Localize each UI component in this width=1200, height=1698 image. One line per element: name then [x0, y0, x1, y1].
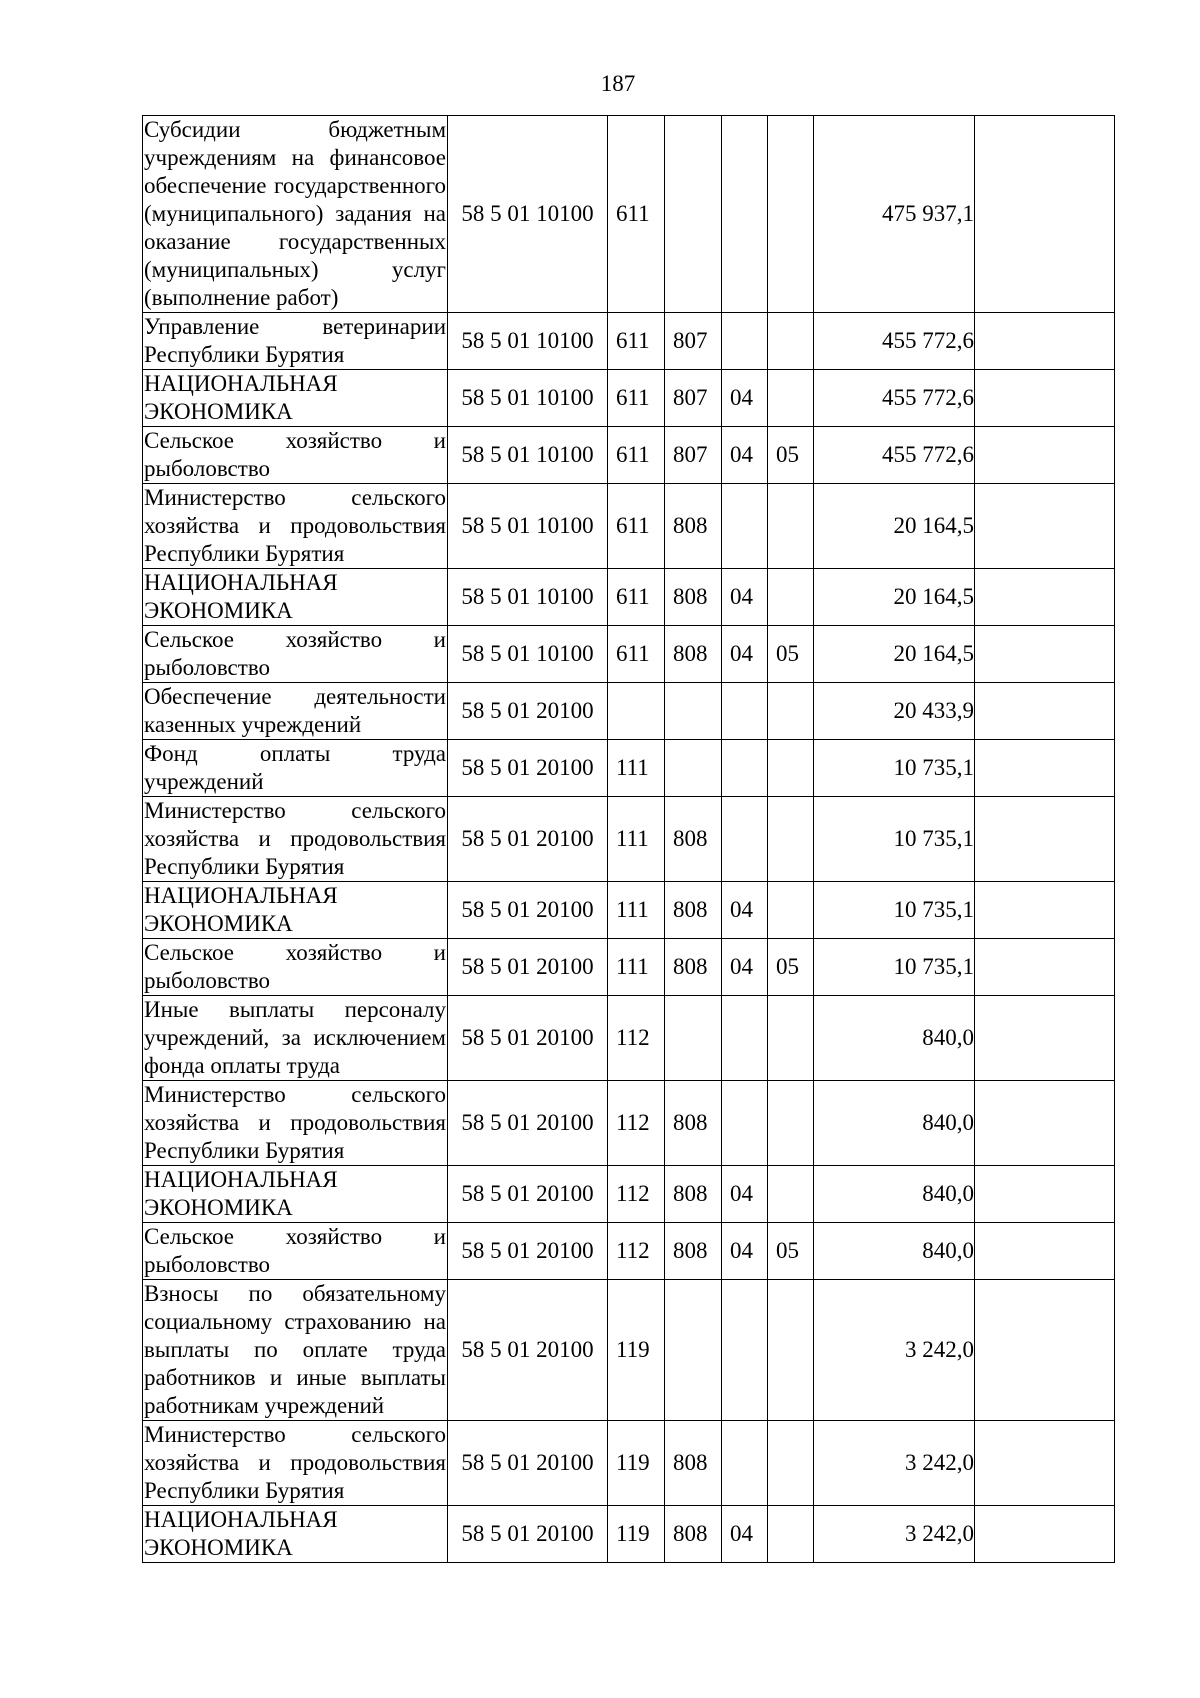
- extra-amount-cell: [975, 1506, 1115, 1563]
- target-article-cell: 58 5 01 20100: [448, 996, 608, 1081]
- department-cell: 807: [665, 313, 722, 370]
- table-row: [143, 370, 1115, 427]
- subsection-cell: 05: [768, 626, 814, 683]
- amount-cell: 3 242,0: [814, 1421, 975, 1506]
- section-cell: 04: [722, 569, 768, 626]
- expense-type-cell: 119: [608, 1506, 665, 1563]
- department-cell: 808: [665, 626, 722, 683]
- department-cell: 808: [665, 1506, 722, 1563]
- amount-cell: 10 735,1: [814, 740, 975, 797]
- extra-amount-cell: [975, 797, 1115, 882]
- row-name-cell: НАЦИОНАЛЬНАЯ ЭКОНОМИКА: [143, 882, 448, 939]
- row-name-cell: Иные выплаты персоналу учреждений, за исключением фонда оплаты труда: [143, 996, 448, 1081]
- table-row: [143, 484, 1115, 569]
- department-cell: 808: [665, 569, 722, 626]
- amount-cell: 20 433,9: [814, 683, 975, 740]
- section-cell: [722, 683, 768, 740]
- target-article-cell: 58 5 01 10100: [448, 626, 608, 683]
- subsection-cell: 05: [768, 939, 814, 996]
- department-cell: [665, 683, 722, 740]
- extra-amount-cell: [975, 484, 1115, 569]
- amount-cell: 20 164,5: [814, 569, 975, 626]
- amount-cell: 20 164,5: [814, 626, 975, 683]
- target-article-cell: 58 5 01 20100: [448, 1280, 608, 1421]
- extra-amount-cell: [975, 882, 1115, 939]
- table-row: [143, 1421, 1115, 1506]
- expense-type-cell: 111: [608, 939, 665, 996]
- row-name-cell: Сельское хозяйство и рыболовство: [143, 1223, 448, 1280]
- table-row: [143, 626, 1115, 683]
- subsection-cell: [768, 1166, 814, 1223]
- department-cell: 807: [665, 370, 722, 427]
- row-name-cell: Министерство сельского хозяйства и продовольствия Республики Бурятия: [143, 1081, 448, 1166]
- section-cell: [722, 740, 768, 797]
- section-cell: 04: [722, 939, 768, 996]
- section-cell: [722, 484, 768, 569]
- row-name-cell: Управление ветеринарии Республики Бурятия: [143, 313, 448, 370]
- subsection-cell: 05: [768, 427, 814, 484]
- amount-cell: 10 735,1: [814, 797, 975, 882]
- department-cell: 808: [665, 484, 722, 569]
- section-cell: 04: [722, 1166, 768, 1223]
- subsection-cell: 05: [768, 1223, 814, 1280]
- subsection-cell: [768, 683, 814, 740]
- section-cell: [722, 116, 768, 313]
- extra-amount-cell: [975, 683, 1115, 740]
- department-cell: 808: [665, 797, 722, 882]
- amount-cell: 455 772,6: [814, 427, 975, 484]
- target-article-cell: 58 5 01 20100: [448, 1421, 608, 1506]
- department-cell: [665, 116, 722, 313]
- expense-type-cell: 112: [608, 1081, 665, 1166]
- target-article-cell: 58 5 01 10100: [448, 569, 608, 626]
- row-name-cell: Сельское хозяйство и рыболовство: [143, 427, 448, 484]
- amount-cell: 475 937,1: [814, 116, 975, 313]
- target-article-cell: 58 5 01 20100: [448, 939, 608, 996]
- section-cell: 04: [722, 1506, 768, 1563]
- amount-cell: 455 772,6: [814, 313, 975, 370]
- subsection-cell: [768, 484, 814, 569]
- extra-amount-cell: [975, 626, 1115, 683]
- target-article-cell: 58 5 01 20100: [448, 1506, 608, 1563]
- extra-amount-cell: [975, 939, 1115, 996]
- section-cell: 04: [722, 370, 768, 427]
- table-row: [143, 996, 1115, 1081]
- subsection-cell: [768, 313, 814, 370]
- subsection-cell: [768, 370, 814, 427]
- table-row: [143, 1166, 1115, 1223]
- department-cell: 808: [665, 1223, 722, 1280]
- department-cell: [665, 1280, 722, 1421]
- extra-amount-cell: [975, 313, 1115, 370]
- target-article-cell: 58 5 01 10100: [448, 313, 608, 370]
- budget-table-body: [143, 116, 1115, 1563]
- expense-type-cell: 112: [608, 1166, 665, 1223]
- target-article-cell: 58 5 01 20100: [448, 1081, 608, 1166]
- expense-type-cell: 611: [608, 313, 665, 370]
- extra-amount-cell: [975, 370, 1115, 427]
- row-name-cell: Фонд оплаты труда учреждений: [143, 740, 448, 797]
- subsection-cell: [768, 1081, 814, 1166]
- subsection-cell: [768, 882, 814, 939]
- row-name-cell: Сельское хозяйство и рыболовство: [143, 626, 448, 683]
- expense-type-cell: 112: [608, 996, 665, 1081]
- section-cell: 04: [722, 882, 768, 939]
- department-cell: 807: [665, 427, 722, 484]
- department-cell: [665, 740, 722, 797]
- row-name-cell: Взносы по обязательному социальному страхованию на выплаты по оплате труда работников и иные выплаты работникам учреждений: [143, 1280, 448, 1421]
- department-cell: 808: [665, 1081, 722, 1166]
- row-name-cell: НАЦИОНАЛЬНАЯ ЭКОНОМИКА: [143, 569, 448, 626]
- department-cell: 808: [665, 1421, 722, 1506]
- row-name-cell: Министерство сельского хозяйства и продовольствия Республики Бурятия: [143, 797, 448, 882]
- department-cell: 808: [665, 882, 722, 939]
- table-row: [143, 569, 1115, 626]
- extra-amount-cell: [975, 740, 1115, 797]
- amount-cell: 455 772,6: [814, 370, 975, 427]
- target-article-cell: 58 5 01 20100: [448, 797, 608, 882]
- amount-cell: 3 242,0: [814, 1506, 975, 1563]
- row-name-cell: НАЦИОНАЛЬНАЯ ЭКОНОМИКА: [143, 370, 448, 427]
- table-row: [143, 116, 1115, 313]
- amount-cell: 840,0: [814, 1223, 975, 1280]
- amount-cell: 840,0: [814, 1166, 975, 1223]
- department-cell: 808: [665, 939, 722, 996]
- section-cell: 04: [722, 1223, 768, 1280]
- expense-type-cell: 611: [608, 370, 665, 427]
- table-row: [143, 427, 1115, 484]
- extra-amount-cell: [975, 569, 1115, 626]
- section-cell: 04: [722, 427, 768, 484]
- subsection-cell: [768, 740, 814, 797]
- table-row: [143, 740, 1115, 797]
- amount-cell: 3 242,0: [814, 1280, 975, 1421]
- section-cell: [722, 313, 768, 370]
- section-cell: 04: [722, 626, 768, 683]
- extra-amount-cell: [975, 1280, 1115, 1421]
- amount-cell: 20 164,5: [814, 484, 975, 569]
- budget-table: [142, 115, 1115, 1563]
- page-number: 187: [600, 71, 636, 96]
- expense-type-cell: 611: [608, 427, 665, 484]
- section-cell: [722, 1280, 768, 1421]
- amount-cell: 840,0: [814, 996, 975, 1081]
- extra-amount-cell: [975, 116, 1115, 313]
- amount-cell: 840,0: [814, 1081, 975, 1166]
- table-row: [143, 313, 1115, 370]
- expense-type-cell: 119: [608, 1421, 665, 1506]
- row-name-cell: НАЦИОНАЛЬНАЯ ЭКОНОМИКА: [143, 1166, 448, 1223]
- row-name-cell: Субсидии бюджетным учреждениям на финансовое обеспечение государственного (муниципального) задания на оказание государственных (муниципальных) услуг (выполнение работ): [143, 116, 448, 313]
- expense-type-cell: 111: [608, 797, 665, 882]
- extra-amount-cell: [975, 427, 1115, 484]
- subsection-cell: [768, 116, 814, 313]
- extra-amount-cell: [975, 1081, 1115, 1166]
- table-row: [143, 939, 1115, 996]
- section-cell: [722, 1081, 768, 1166]
- expense-type-cell: 611: [608, 484, 665, 569]
- table-row: [143, 1280, 1115, 1421]
- subsection-cell: [768, 569, 814, 626]
- row-name-cell: Сельское хозяйство и рыболовство: [143, 939, 448, 996]
- target-article-cell: 58 5 01 20100: [448, 1223, 608, 1280]
- target-article-cell: 58 5 01 20100: [448, 740, 608, 797]
- extra-amount-cell: [975, 1223, 1115, 1280]
- expense-type-cell: 111: [608, 882, 665, 939]
- section-cell: [722, 996, 768, 1081]
- target-article-cell: 58 5 01 20100: [448, 683, 608, 740]
- expense-type-cell: 112: [608, 1223, 665, 1280]
- amount-cell: 10 735,1: [814, 882, 975, 939]
- table-row: [143, 1223, 1115, 1280]
- subsection-cell: [768, 797, 814, 882]
- target-article-cell: 58 5 01 10100: [448, 484, 608, 569]
- section-cell: [722, 1421, 768, 1506]
- expense-type-cell: [608, 683, 665, 740]
- subsection-cell: [768, 1421, 814, 1506]
- target-article-cell: 58 5 01 10100: [448, 116, 608, 313]
- target-article-cell: 58 5 01 10100: [448, 427, 608, 484]
- subsection-cell: [768, 1506, 814, 1563]
- expense-type-cell: 111: [608, 740, 665, 797]
- extra-amount-cell: [975, 1421, 1115, 1506]
- target-article-cell: 58 5 01 10100: [448, 370, 608, 427]
- expense-type-cell: 611: [608, 626, 665, 683]
- target-article-cell: 58 5 01 20100: [448, 882, 608, 939]
- department-cell: [665, 996, 722, 1081]
- expense-type-cell: 611: [608, 569, 665, 626]
- amount-cell: 10 735,1: [814, 939, 975, 996]
- extra-amount-cell: [975, 996, 1115, 1081]
- section-cell: [722, 797, 768, 882]
- row-name-cell: Министерство сельского хозяйства и продовольствия Республики Бурятия: [143, 484, 448, 569]
- department-cell: 808: [665, 1166, 722, 1223]
- row-name-cell: Обеспечение деятельности казенных учреждений: [143, 683, 448, 740]
- extra-amount-cell: [975, 1166, 1115, 1223]
- row-name-cell: Министерство сельского хозяйства и продовольствия Республики Бурятия: [143, 1421, 448, 1506]
- table-row: [143, 797, 1115, 882]
- expense-type-cell: 611: [608, 116, 665, 313]
- table-row: [143, 882, 1115, 939]
- table-row: [143, 1081, 1115, 1166]
- table-row: [143, 1506, 1115, 1563]
- expense-type-cell: 119: [608, 1280, 665, 1421]
- subsection-cell: [768, 1280, 814, 1421]
- row-name-cell: НАЦИОНАЛЬНАЯ ЭКОНОМИКА: [143, 1506, 448, 1563]
- subsection-cell: [768, 996, 814, 1081]
- target-article-cell: 58 5 01 20100: [448, 1166, 608, 1223]
- table-row: [143, 683, 1115, 740]
